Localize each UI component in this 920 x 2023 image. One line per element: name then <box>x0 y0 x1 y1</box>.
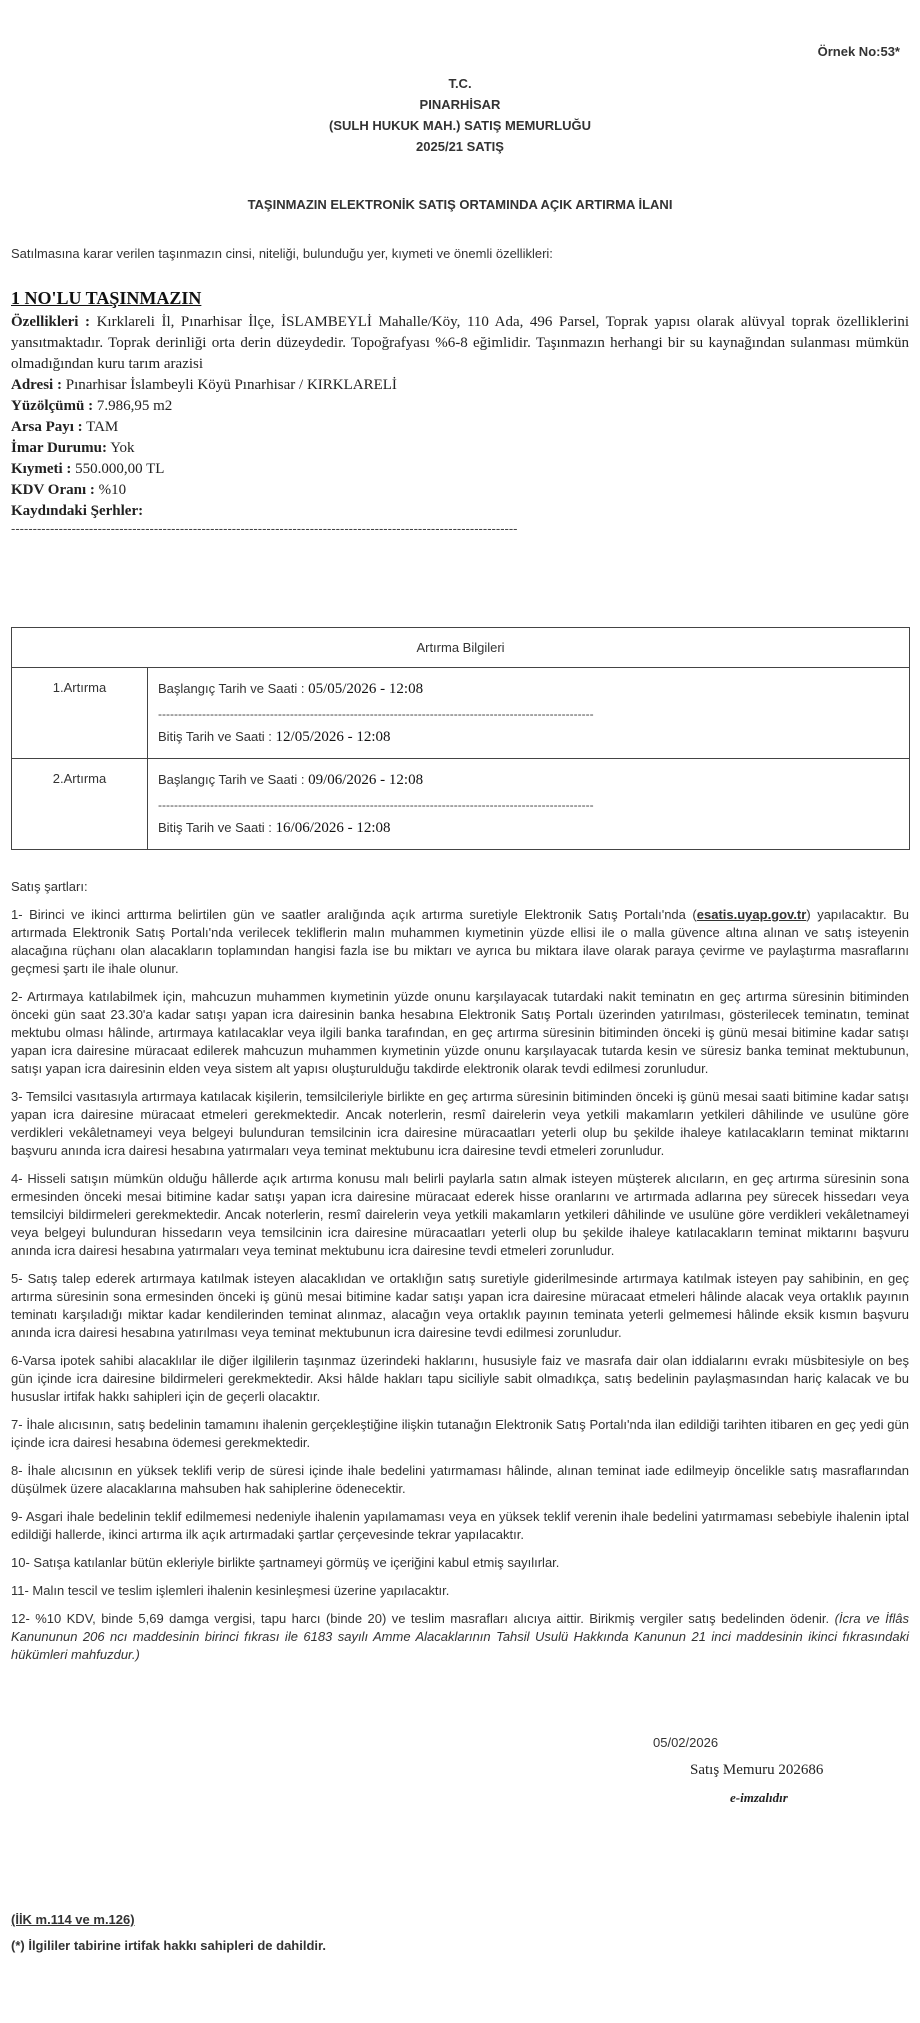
auction-1-end-value: 12/05/2026 - 12:08 <box>275 729 391 745</box>
zoning-label: İmar Durumu: <box>11 440 107 456</box>
auction-dates-2 <box>148 759 910 850</box>
property-zoning <box>11 438 909 459</box>
auction-1-end-label: Bitiş Tarih ve Saati : <box>158 729 272 744</box>
value-amount: 550.000,00 TL <box>75 461 165 477</box>
property-title: 1 NO'LU TAŞINMAZIN <box>11 288 202 308</box>
auction-dates-1 <box>148 668 910 759</box>
condition-1-pre: 1- Birinci ve ikinci arttırma belirtilen gün ve saatler aralığında açık artırma suretiyle Elektronik Satış Portalı'nda ( <box>11 907 697 922</box>
header-office: (SULH HUKUK MAH.) SATIŞ MEMURLUĞU <box>329 118 591 133</box>
auction-2-start-label: Başlangıç Tarih ve Saati : <box>158 772 305 787</box>
signature-officer: Satış Memuru 202686 <box>690 1762 824 1778</box>
condition-5: 5- Satış talep ederek artırmaya katılmak isteyen alacaklıdan ve ortaklığın satış suretiyle giderilmesinde artırmaya katılmak isteyen pay sahibinin, en geç artırma süresinin sona ermesinden önceki iş günü mesai bitimine kadar satışı yapan icra dairesine müracaat etmeleri hâlinde alacak veya ortaklık payının teminatı karşıladığı miktar kadar kendilerinden teminat alınmaz, alacağın veya ortaklık payının teminata yeterli gelmemesi hâlinde eksik kısmın başvuru anında icra dairesi hesabına yatırılması veya teminat mektubunun icra dairesine tevdi edilmesi zorunludur. <box>11 1271 909 1340</box>
features-label: Özellikleri : <box>11 314 91 330</box>
auction-1-end <box>158 726 899 748</box>
conditions-title: Satış şartları: <box>11 879 88 894</box>
condition-6: 6-Varsa ipotek sahibi alacaklılar ile diğer ilgililerin taşınmaz üzerindeki haklarını, hususiyle faiz ve masrafa dair olan iddialarını evrakı müsbitesiyle on beş gün içinde icra dairesine bildirmeleri gerekmektedir. Aksi hâlde hakları tapu siciliyle sabit olmadıkça, satış bedelinin paylaşmasından hariç kalacak ve bu hususlar irtifak hakkı sahipleri için de geçerli olacaktır. <box>11 1353 909 1404</box>
condition-7: 7- İhale alıcısının, satış bedelinin tamamını ihalenin gerçekleştiğine ilişkin tutanağın Elektronik Satış Portalı'nda ilan edildiği tarihten itibaren en geç yedi gün içinde icra dairesi hesabına ödemesi gerekmektedir. <box>11 1417 909 1450</box>
vat-label: KDV Oranı : <box>11 482 95 498</box>
condition-12-italic: (İcra ve İflâs Kanununun 206 ncı maddesinin birinci fıkrası ile 6183 sayılı Amme Alacaklarının Tahsil Usulü Hakkında Kanunun 21 inci maddesinin ikinci fıkrasındaki hükümleri mahfuzdur.) <box>11 1611 909 1662</box>
auction-1-start <box>158 678 899 700</box>
footer-law-reference: (İİK m.114 ve m.126) <box>11 1912 135 1927</box>
auction-1-start-value: 05/05/2026 - 12:08 <box>308 681 424 697</box>
condition-8: 8- İhale alıcısının en yüksek teklifi verip de süresi içinde ihale bedelini yatırmaması hâlinde, alınan teminat iade edilmeyip öncelikle satış masraflarından düşülmek üzere alacaklarına mahsuben hak sahiplerine ödenecektir. <box>11 1463 909 1496</box>
conditions-list <box>11 906 909 1674</box>
auction-2-separator: ------------------------------------------------------------------------------------------------------------- <box>158 798 594 812</box>
ornek-no: Örnek No:53* <box>817 44 900 59</box>
area-label: Yüzölçümü : <box>11 398 94 414</box>
property-annotations <box>11 501 909 522</box>
auction-row-2 <box>12 759 910 850</box>
auction-table <box>11 627 910 850</box>
property-address <box>11 375 909 396</box>
features-value: Kırklareli İl, Pınarhisar İlçe, İSLAMBEYLİ Mahalle/Köy, 110 Ada, 496 Parsel, Toprak yapısı olarak alüvyal toprak özelliklerini yansıtmaktadır. Toprak derinliği orta derin düzeydedir. Topoğrafyası %6-8 eğimlidir. Taşınmazın herhangi bir su kaynağından sulanması mümkün olmadığından kuru tarım arazisi <box>11 314 909 372</box>
header-location: PINARHİSAR <box>419 97 501 112</box>
intro-text: Satılmasına karar verilen taşınmazın cinsi, niteliği, bulunduğu yer, kıymeti ve önemli özellikleri: <box>11 246 553 261</box>
condition-1-post: ) yapılacaktır. Bu artırmada Elektronik Satış Portalı'nda verilecek tekliflerin malın muhammen kıymetinin yüzde ellisi ile o malla güvence altına alınan ve satış isteyenin alacağına rüçhanı olan alacakların toplamından hangisi fazla ise bu miktarı ve ayrıca bu miktara ilave olarak paraya çevirme ve paylaştırma masraflarını geçmesi şartı ile ihale olunur. <box>11 907 909 976</box>
area-value: 7.986,95 m2 <box>96 398 173 414</box>
auction-2-end <box>158 817 899 839</box>
auction-2-end-value: 16/06/2026 - 12:08 <box>275 820 391 836</box>
auction-2-end-label: Bitiş Tarih ve Saati : <box>158 820 272 835</box>
share-value: TAM <box>86 419 119 435</box>
header-tc: T.C. <box>448 76 472 91</box>
property-vat <box>11 480 909 501</box>
condition-11: 11- Malın tescil ve teslim işlemleri ihalenin kesinleşmesi üzerine yapılacaktır. <box>11 1583 450 1598</box>
zoning-value: Yok <box>110 440 135 456</box>
auction-2-start <box>158 769 899 791</box>
property-area <box>11 396 909 417</box>
value-label: Kıymeti : <box>11 461 72 477</box>
condition-3: 3- Temsilci vasıtasıyla artırmaya katılacak kişilerin, temsilcileriyle birlikte en geç artırma süresinin bitiminden önceki iş günü mesai saati bitimine kadar satışı yapan icra dairesine müracaat etmeleri gerekmektedir. Ancak noterlerin, resmî dairelerin veya yetkili makamların yetkileri dâhilinde ve usulüne göre verdikleri vekâletnameyi veya belgeyi bulunduran temsilcinin icra dairesine müracaatları yeterli olup bu şekilde ihaleye katılacakların teminat miktarını başvuru anında icra dairesi hesabına yatırmaları veya teminat mektubunu icra dairesine tevdi etmeleri zorunludur. <box>11 1089 909 1158</box>
annotations-label: Kaydındaki Şerhler: <box>11 503 144 519</box>
auction-label-1: 1.Artırma <box>12 668 148 759</box>
address-label: Adresi : <box>11 377 62 393</box>
address-value: Pınarhisar İslambeyli Köyü Pınarhisar / KIRKLARELİ <box>65 377 397 393</box>
divider-dashes: --------------------------------------------------------------------------------------------------------------------- <box>11 521 518 536</box>
vat-value: %10 <box>98 482 127 498</box>
condition-12 <box>11 1610 909 1664</box>
auction-1-separator: ------------------------------------------------------------------------------------------------------------- <box>158 707 594 721</box>
auction-table-header-row <box>12 628 910 668</box>
property-features <box>11 312 909 375</box>
condition-10: 10- Satışa katılanlar bütün ekleriyle birlikte şartnameyi görmüş ve içeriğini kabul etmiş sayılırlar. <box>11 1555 560 1570</box>
portal-link[interactable]: esatis.uyap.gov.tr <box>696 907 807 922</box>
auction-table-header: Artırma Bilgileri <box>12 628 910 668</box>
condition-2: 2- Artırmaya katılabilmek için, mahcuzun muhammen kıymetinin yüzde onunu karşılayacak tutardaki nakit teminatın en geç artırma süresinin bitiminden önceki gün saat 23.30'a kadar satışı yapan icra dairesinin banka hesabına Elektronik Satış Portalı üzerinden yatırılması, gösterilecek teminatın, teminat mektubu olması hâlinde, artırmaya katılacaklar veya ilgili banka tarafından, en geç artırma süresinin bitiminden önceki iş günü mesai bitimine kadar satışı yapan icra dairesine müracaat edilerek mahcuzun muhammen kıymetinin yüzde onunu karşılayacak tutarda kesin ve süresiz banka teminat mektubunun, satışı yapan icra dairesinin elden veya sistem alt yapısı oluşturulduğu takdirde elektronik olarak tevdi edilmesi zorunludur. <box>11 989 909 1076</box>
header-file-no: 2025/21 SATIŞ <box>416 139 504 154</box>
property-value <box>11 459 909 480</box>
auction-2-start-value: 09/06/2026 - 12:08 <box>308 772 424 788</box>
footer-note: (*) İlgililer tabirine irtifak hakkı sahipleri de dahildir. <box>11 1938 326 1953</box>
condition-12-pre: 12- %10 KDV, binde 5,69 damga vergisi, tapu harcı (binde 20) ve teslim masrafları alıcıya aittir. Birikmiş vergiler satış bedelinden ödenir. <box>11 1611 830 1626</box>
share-label: Arsa Payı : <box>11 419 83 435</box>
property-share <box>11 417 909 438</box>
auction-row-1 <box>12 668 910 759</box>
property-details <box>11 312 909 522</box>
document-title: TAŞINMAZIN ELEKTRONİK SATIŞ ORTAMINDA AÇIK ARTIRMA İLANI <box>247 197 673 212</box>
signature-e-signed: e-imzalıdır <box>730 1790 788 1805</box>
auction-1-start-label: Başlangıç Tarih ve Saati : <box>158 681 305 696</box>
signature-date: 05/02/2026 <box>653 1735 719 1750</box>
condition-4: 4- Hisseli satışın mümkün olduğu hâllerde açık artırma konusu malı belirli paylarla satın almak isteyen müşterek alıcıların, en geç artırma süresinin sona ermesinden önceki mesai bitimine kadar satışı yapan icra dairesine müracaat ederek hisse oranlarını ve artırmada adlarına pey sürecek hissedarı veya temsilciyi bildirmeleri gerekmektedir. Ancak noterlerin, resmî dairelerin veya yetkili makamların yetkileri dâhilinde ve usulüne göre verdikleri vekâletnameyi veya belgeyi bulunduran hissedarın veya temsilcinin icra dairesine müracaatları yeterli olup bu şekilde ihaleye katılacakların teminat miktarını başvuru anında icra dairesi hesabına yatırmaları veya teminat mektubunu icra dairesine tevdi etmeleri zorunludur. <box>11 1171 909 1258</box>
condition-1 <box>11 906 909 978</box>
condition-9: 9- Asgari ihale bedelinin teklif edilmemesi nedeniyle ihalenin yapılamaması veya en yüksek teklif verenin ihale bedelini yatırmaması sebebiyle ihalenin iptal edildiği hallerde, ikinci artırma ilk açık artırmadaki şartlar çerçevesinde tekrar yapılacaktır. <box>11 1509 909 1542</box>
auction-label-2: 2.Artırma <box>12 759 148 850</box>
